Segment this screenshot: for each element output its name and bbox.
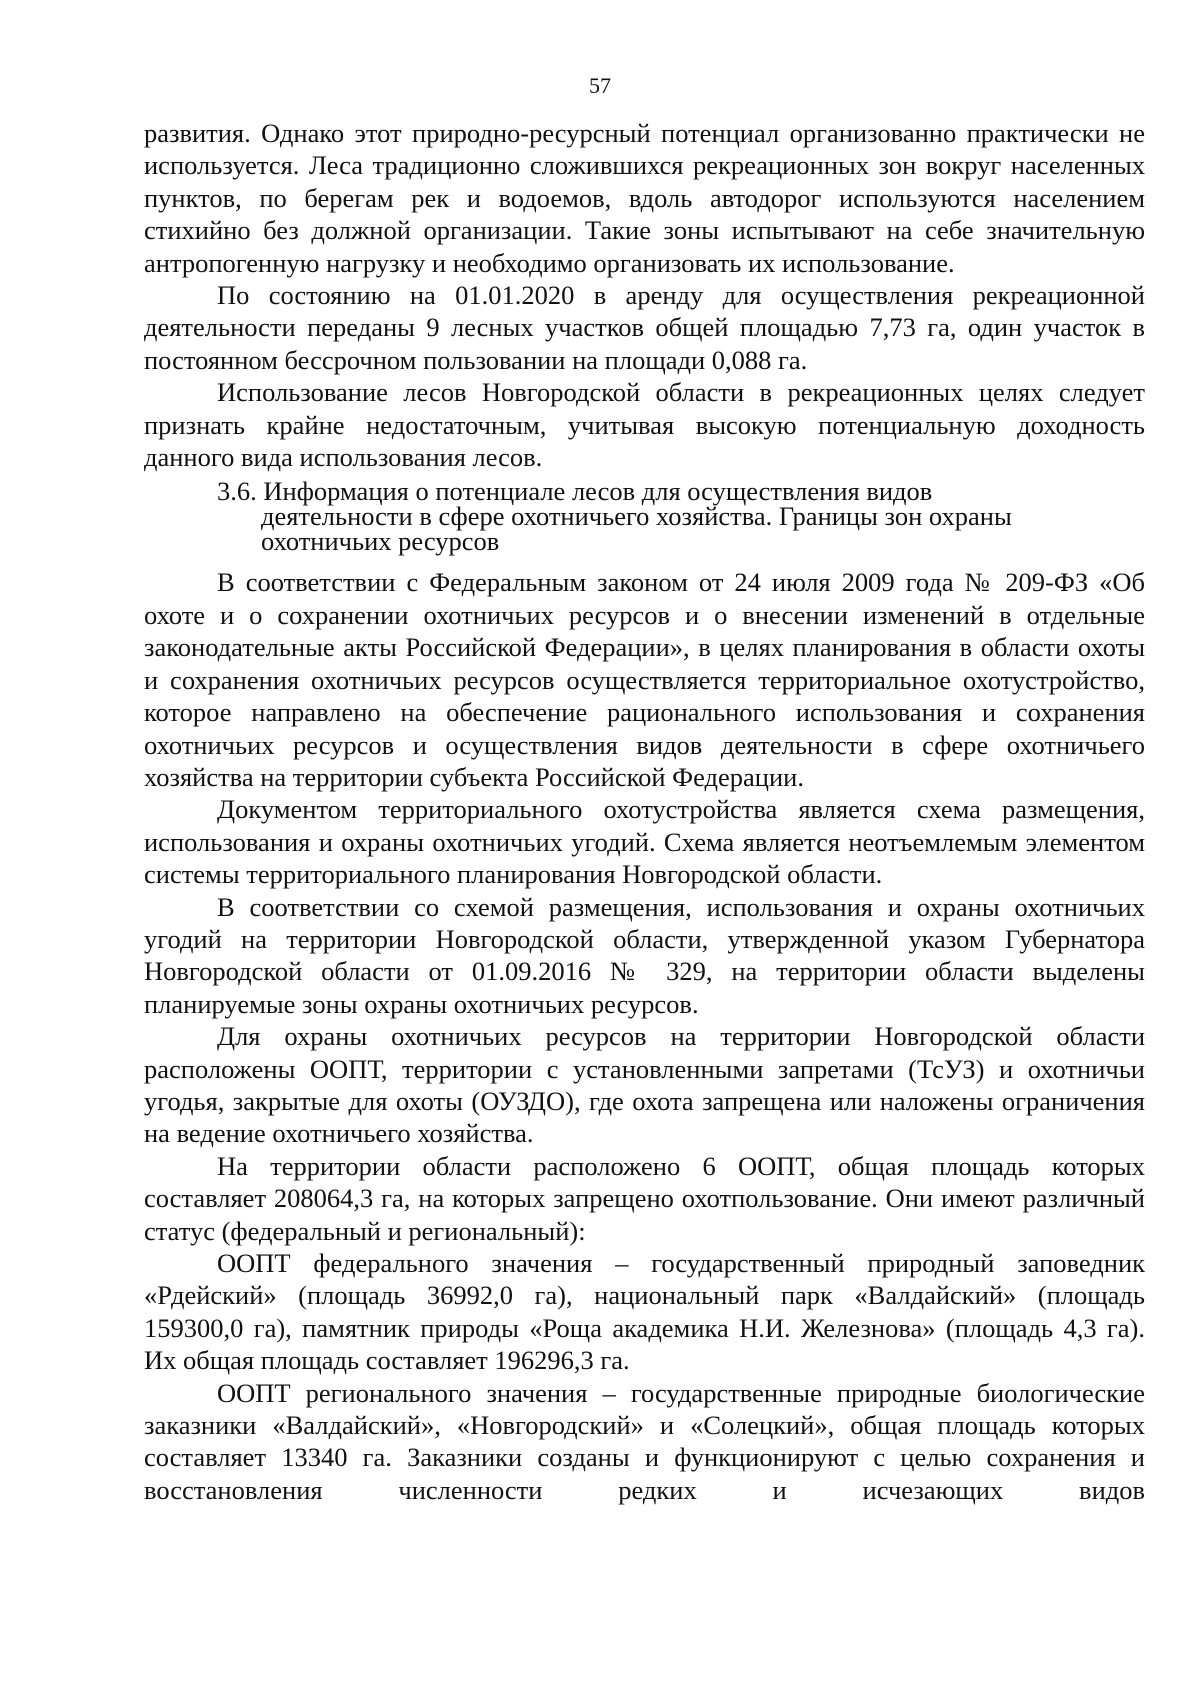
paragraph-protection-areas: Для охраны охотничьих ресурсов на территории Новгородской области расположены ООПТ, территории с установленными запретами (ТсУЗ) и охотничьи угодья, закрытые для охоты (ОУЗДО), где охота запрещена или наложены ограничения на ведение охотничьего хозяйства. [144, 1021, 1145, 1149]
paragraph-hunting-scheme: Документом территориального охотустройства является схема размещения, использования и охраны охотничьих угодий. Схема является неотъемлемым элементом системы территориального планирования Новгородской области. [144, 794, 1145, 890]
paragraph-federal-law: В соответствии с Федеральным законом от 24 июля 2009 года № 209-ФЗ «Об охоте и о сохранении охотничьих ресурсов и о внесении изменений в отдельные законодательные акты Российской Федерации», в целях планирования в области охоты и сохранения охотничьих ресурсов осуществляется территориальное охотустройство, которое направлено на обеспечение рационального использования и сохранения охотничьих ресурсов и осуществления видов деятельности в сфере охотничьего хозяйства на территории субъекта Российской Федерации. [144, 567, 1145, 792]
paragraph-regional-oopt: ООПТ регионального значения – государственные природные биологические заказники «Валдайский», «Новгородский» и «Солецкий», общая площадь которых составляет 13340 га. Заказники созданы и функционируют с целью сохранения и восстановления численности редких и исчезающих видов [144, 1377, 1145, 1505]
section-heading-3-6 [144, 476, 1145, 557]
document-body [144, 117, 1145, 1506]
paragraph-governor-decree: В соответствии со схемой размещения, использования и охраны охотничьих угодий на территории Новгородской области, утвержденной указом Губернатора Новгородской области от 01.09.2016 № 329, на территории области выделены планируемые зоны охраны охотничьих ресурсов. [144, 891, 1145, 1019]
page-number: 57 [589, 73, 611, 98]
section-heading-line-3: охотничьих ресурсов [261, 526, 500, 557]
section-heading-line-1: 3.6. Информация о потенциале лесов для осуществления видов [217, 476, 933, 507]
paragraph-recreation-use: Использование лесов Новгородской области в рекреационных целях следует признать крайне недостаточным, учитывая высокую потенциальную доходность данного вида использования лесов. [144, 377, 1145, 473]
paragraph-oopt-total: На территории области расположено 6 ООПТ, общая площадь которых составляет 208064,3 га, на которых запрещено охотпользование. Они имеют различный статус (федеральный и региональный): [144, 1150, 1145, 1246]
paragraph-recreation-potential: развития. Однако этот природно-ресурсный потенциал организованно практически не используется. Леса традиционно сложившихся рекреационных зон вокруг населенных пунктов, по берегам рек и водоемов, вдоль автодорог используются населением стихийно без должной организации. Такие зоны испытывают на себе значительную антропогенную нагрузку и необходимо организовать их использование. [144, 118, 1145, 278]
section-heading-line-2: деятельности в сфере охотничьего хозяйства. Границы зон охраны [261, 501, 1012, 532]
paragraph-federal-oopt: ООПТ федерального значения – государственный природный заповедник «Рдейский» (площадь 36992,0 га), национальный парк «Валдайский» (площадь 159300,0 га), памятник природы «Роща академика Н.И. Железнова» (площадь 4,3 га). Их общая площадь составляет 196296,3 га. [144, 1248, 1145, 1376]
paragraph-lease-status: По состоянию на 01.01.2020 в аренду для осуществления рекреационной деятельности переданы 9 лесных участков общей площадью 7,73 га, один участок в постоянном бессрочном пользовании на площади 0,088 га. [144, 280, 1145, 375]
